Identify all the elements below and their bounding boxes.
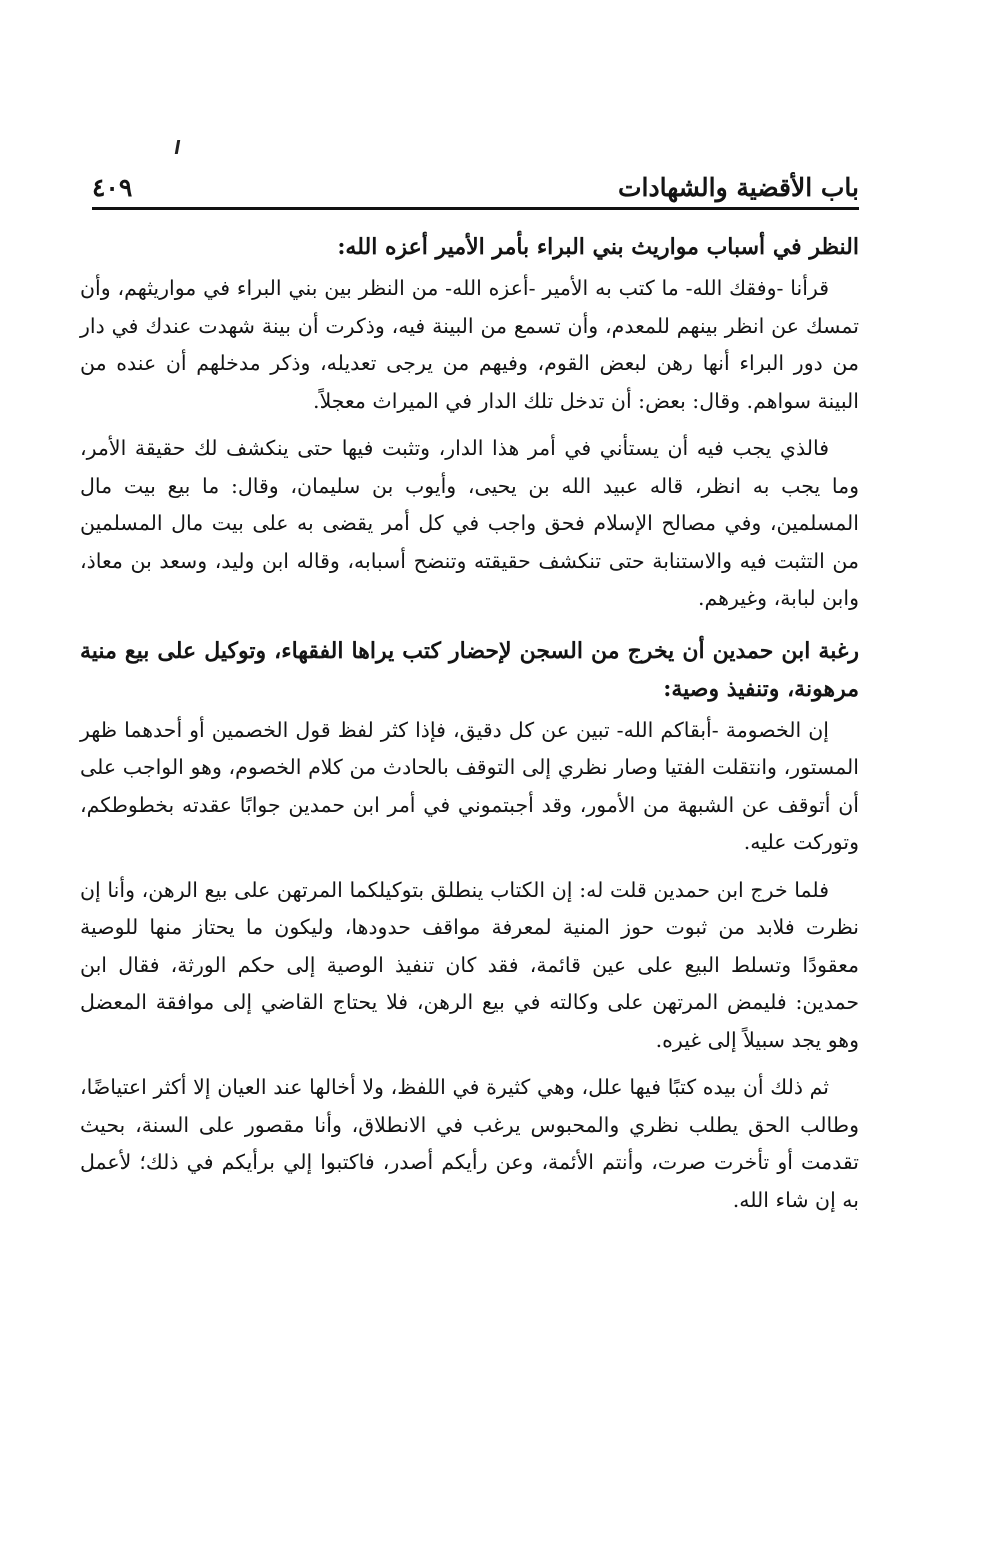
paragraph: ثم ذلك أن بيده كتبًا فيها علل، وهي كثيرة في اللفظ، ولا أخالها عند العيان إلا أكثر اعتياضًا، وطالب الحق يطلب نظري والمحبوس يرغب في الانطلاق، وأنا مقصور على السنة، بحيث تقدمت أو تأخرت صرت، وأنتم الأئمة، وعن رأيكم أصدر، فاكتبوا إلي برأيكم في ذلك؛ لأعمل به إن شاء الله. <box>80 1075 859 1212</box>
header-divider <box>92 207 859 210</box>
ink-mark <box>175 140 180 154</box>
paragraph: فالذي يجب فيه أن يستأني في أمر هذا الدار، وتثبت فيها حتى ينكشف لك حقيقة الأمر، وما يجب به انظر، قاله عبيد الله بن يحيى، وأيوب بن سليمان، وقال: ما بيع بيت مال المسلمين، وفي مصالح الإسلام فحق واجب في كل أمر يقضى به على بيت مال المسلمين من التثبت فيه والاستنابة حتى تنكشف حقيقته وتنضح أسبابه، وقاله ابن وليد، وسعد بن معاذ، وابن لبابة، وغيرهم. <box>80 436 859 610</box>
chapter-title: باب الأقضية والشهادات <box>618 173 859 202</box>
page-number: ٤٠٩ <box>92 173 133 202</box>
page-body <box>80 228 859 1229</box>
paragraph: إن الخصومة -أبقاكم الله- تبين عن كل دقيق، فإذا كثر لفظ قول الخصمين أو أحدهما ظهر المستور، وانتقلت الفتيا وصار نظري إلى التوقف بالحادث من كلام الخصوم، وهو الواجب على أن أتوقف عن الشبهة من الأمور، وقد أجبتموني في أمر ابن حمدين جوابًا عقدته بخطوطكم، وتوركت عليه. <box>80 717 859 854</box>
running-header <box>92 168 859 208</box>
section-heading-inheritance: النظر في أسباب مواريث بني البراء بأمر الأمير أعزه الله: <box>337 234 859 260</box>
paragraph: فلما خرج ابن حمدين قلت له: إن الكتاب ينطلق بتوكيلكما المرتهن على بيع الرهن، وأنا إن نظرت فلابد من ثبوت حوز المنية لمعرفة مواقف حدودها، وليكون ما يحتاز منها للوصية معقودًا وتسلط البيع على عين قائمة، فقد كان تنفيذ الوصية إلى حكم الورثة، فقال ابن حمدين: فليمض المرتهن على وكالته في بيع الرهن، فلا يحتاج القاضي إلى موافقة المعضل وهو يجد سبيلاً إلى غيره. <box>80 877 859 1052</box>
section-heading-ibn-hamdin: رغبة ابن حمدين أن يخرج من السجن لإحضار كتب يراها الفقهاء، وتوكيل على بيع منية مرهونة، وتنفيذ وصية: <box>80 637 859 702</box>
paragraph: قرأنا -وفقك الله- ما كتب به الأمير -أعزه الله- من النظر بين بني البراء في مواريثهم، وأن تمسك عن انظر بينهم للمعدم، وأن تسمع من البينة فيه، وذكرت أن بينة شهدت عندك في دار من دور البراء أنها رهن لبعض القوم، وفيهم من يرجى تعديله، وذكر مدخلهم أن عنده من البينة سواهم. وقال: بعض: أن تدخل تلك الدار في الميراث معجلاً. <box>80 276 859 413</box>
